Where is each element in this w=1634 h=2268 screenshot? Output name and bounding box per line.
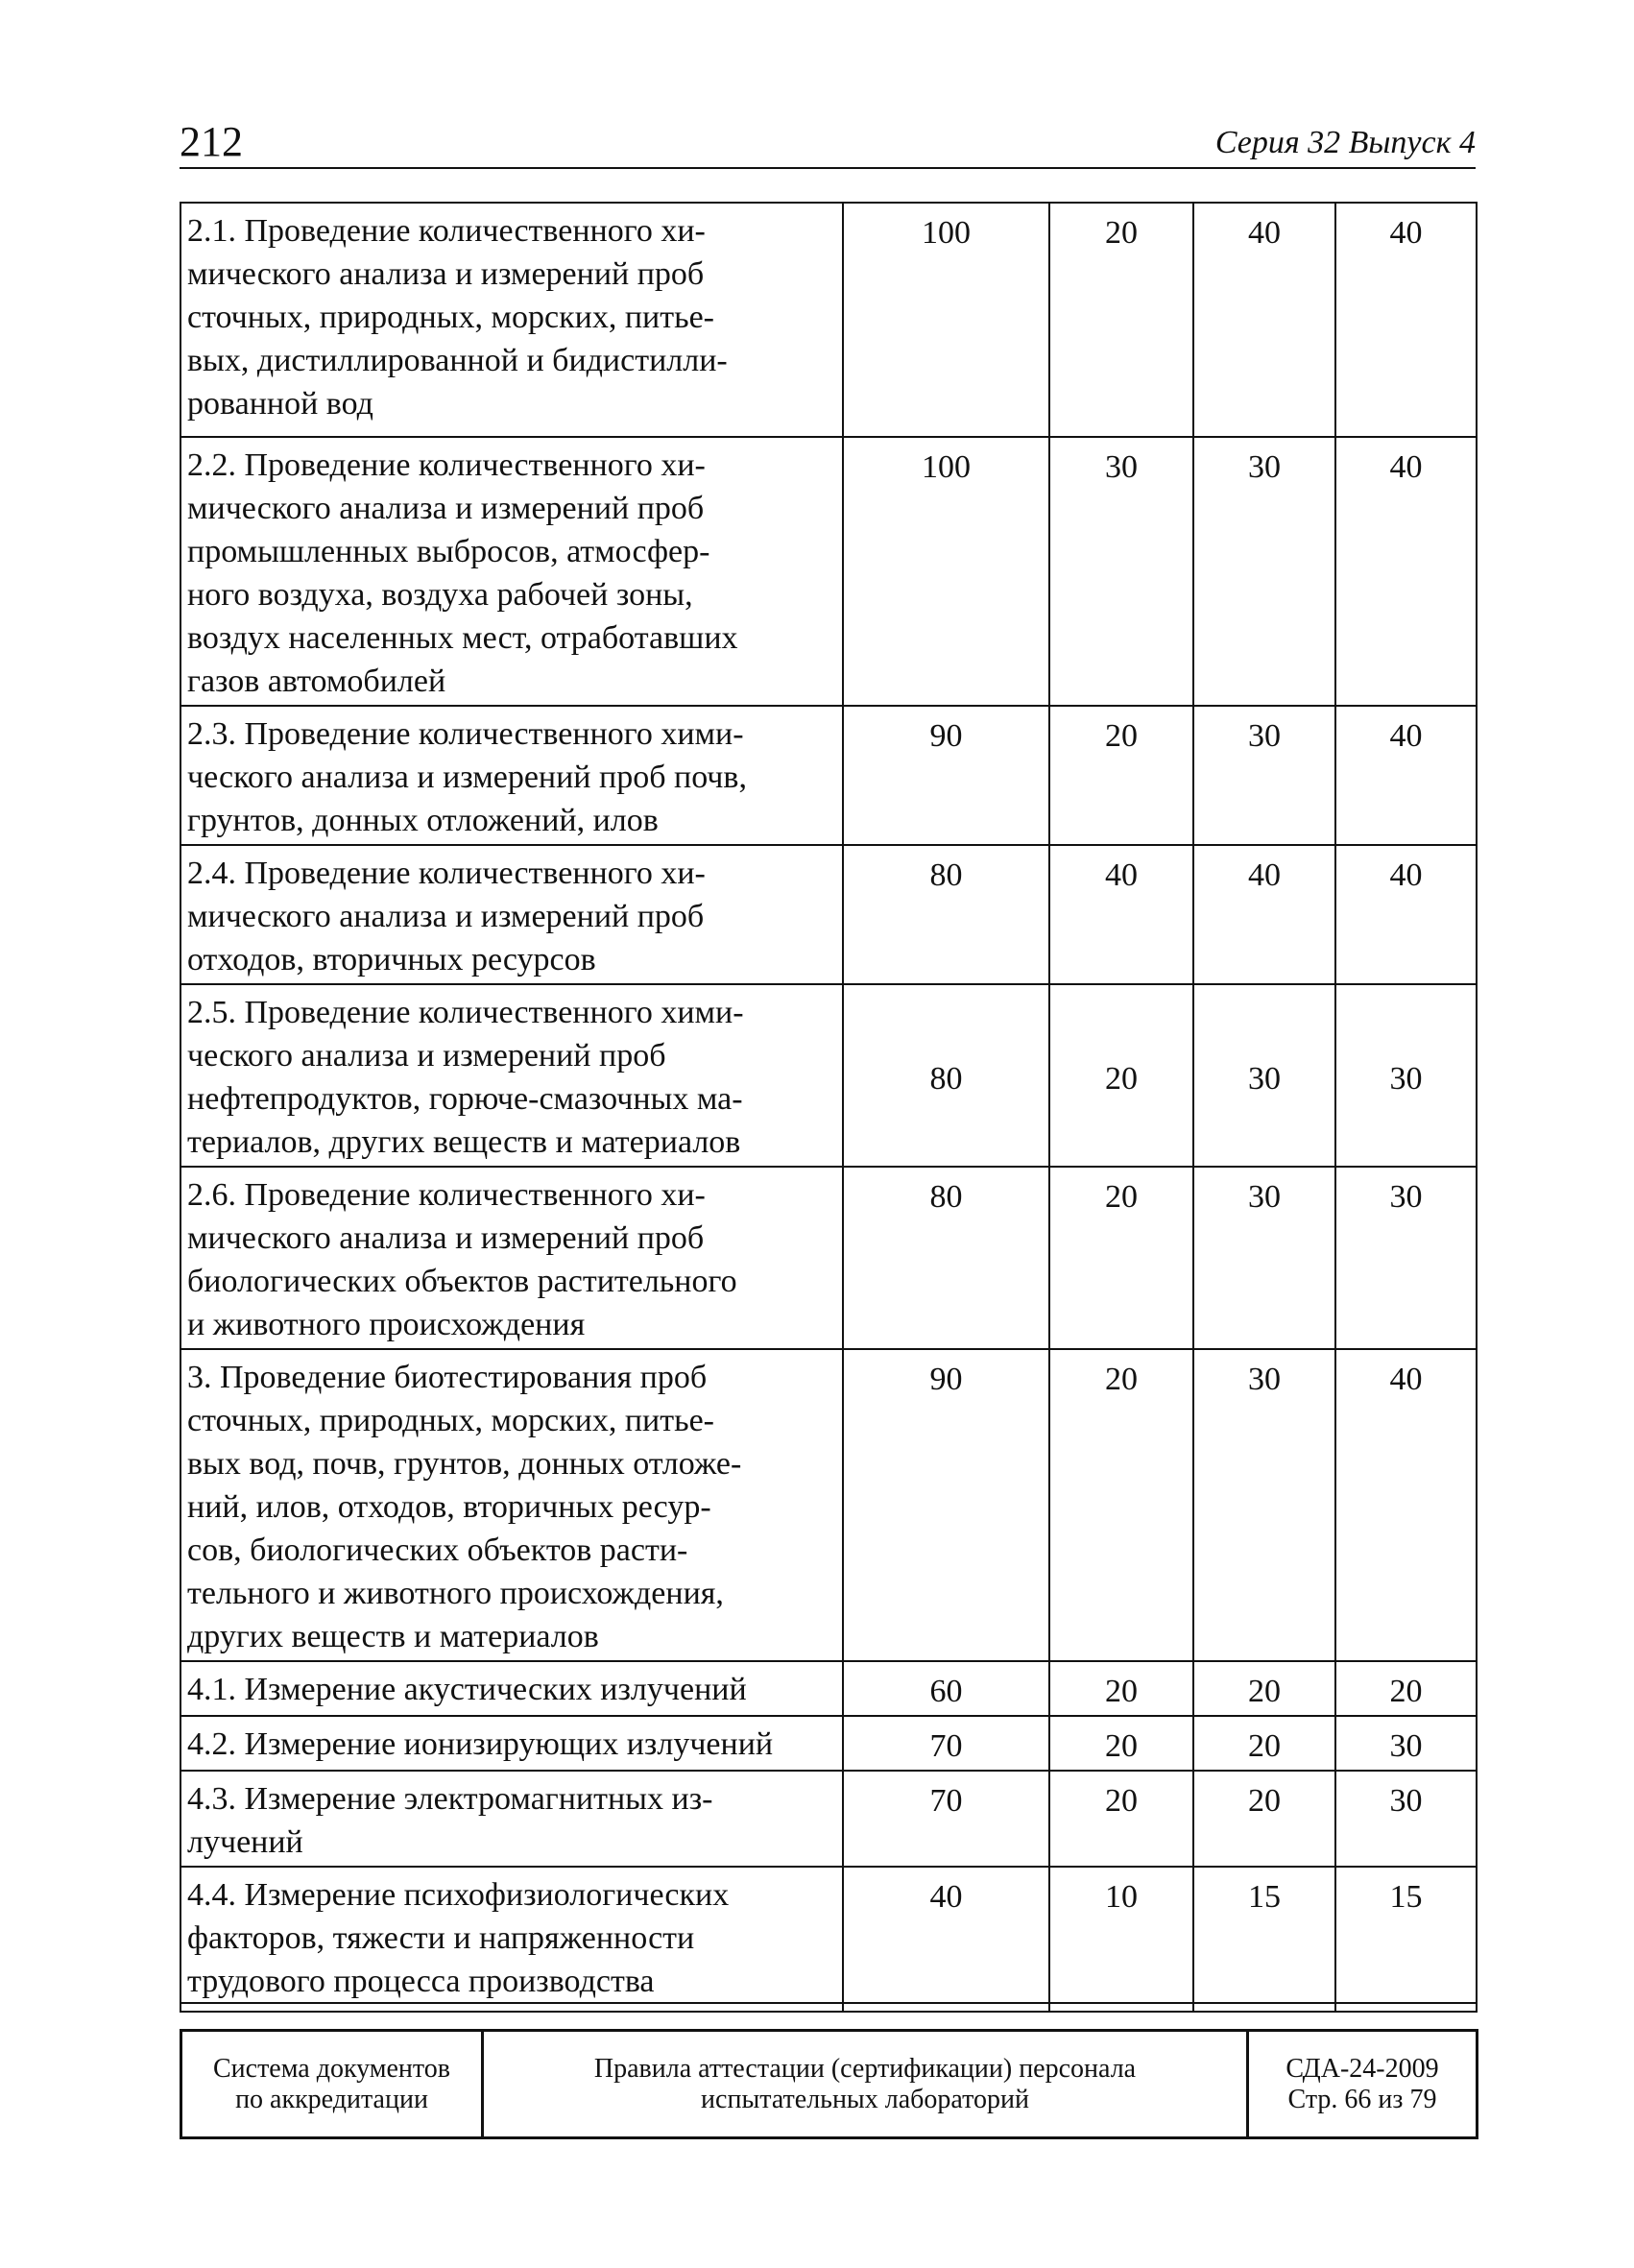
row-value-1: 90 <box>843 1349 1049 1661</box>
page-number: 212 <box>180 118 243 165</box>
row-value-2: 20 <box>1049 1661 1193 1716</box>
row-value-3: 20 <box>1193 1716 1335 1771</box>
row-description: 4.4. Измерение психофизиологических факторов, тяжести и напряженности трудового процесса производства <box>180 1867 843 2012</box>
row-description: 2.2. Проведение количественного хи- мического анализа и измерений проб промышленных выбросов, атмосфер- ного воздуха, воздуха рабочей зоны, воздух населенных мест, отработавших газов автомобилей <box>180 437 843 706</box>
row-value-1: 70 <box>843 1771 1049 1867</box>
table-row <box>180 203 1477 437</box>
row-description: 3. Проведение биотестирования проб сточных, природных, морских, питье- вых вод, почв, грунтов, донных отложе- ний, илов, отходов, вторичных ресур- сов, биологических объектов расти- тельного и животного происхождения, других веществ и материалов <box>180 1349 843 1661</box>
row-value-2: 20 <box>1049 1716 1193 1771</box>
series-title: Серия 32 Выпуск 4 <box>1214 125 1476 160</box>
row-value-1: 80 <box>843 1167 1049 1349</box>
row-description: 4.2. Измерение ионизирующих излучений <box>180 1716 843 1771</box>
row-value-4: 20 <box>1335 1661 1477 1716</box>
row-value-4: 40 <box>1335 845 1477 984</box>
row-value-3: 30 <box>1193 1167 1335 1349</box>
table-row <box>180 1661 1477 1716</box>
row-value-3: 15 <box>1193 1867 1335 2012</box>
row-value-1: 100 <box>843 203 1049 437</box>
footer-stamp <box>180 2029 1478 2139</box>
row-value-2: 20 <box>1049 1349 1193 1661</box>
header-divider <box>180 167 1476 169</box>
row-value-2: 30 <box>1049 437 1193 706</box>
row-value-1: 70 <box>843 1716 1049 1771</box>
row-description: 4.1. Измерение акустических излучений <box>180 1661 843 1716</box>
table-row <box>180 1167 1477 1349</box>
table-row <box>180 1867 1477 2012</box>
row-value-4: 40 <box>1335 203 1477 437</box>
norms-table <box>180 202 1478 2013</box>
row-value-4: 30 <box>1335 1716 1477 1771</box>
row-value-2: 20 <box>1049 1771 1193 1867</box>
row-value-2: 20 <box>1049 984 1193 1167</box>
row-value-2: 20 <box>1049 203 1193 437</box>
row-description: 2.5. Проведение количественного хими- ческого анализа и измерений проб нефтепродуктов, горюче-смазочных ма- териалов, других веществ и материалов <box>180 984 843 1167</box>
footer-divider <box>180 2002 1476 2004</box>
row-value-2: 40 <box>1049 845 1193 984</box>
row-value-4: 40 <box>1335 706 1477 845</box>
table-row <box>180 706 1477 845</box>
table-row <box>180 1771 1477 1867</box>
row-value-1: 80 <box>843 984 1049 1167</box>
footer-document-code: СДА-24-2009 Стр. 66 из 79 <box>1248 2031 1478 2138</box>
row-value-3: 30 <box>1193 1349 1335 1661</box>
row-value-4: 30 <box>1335 1771 1477 1867</box>
row-value-1: 60 <box>843 1661 1049 1716</box>
row-value-1: 80 <box>843 845 1049 984</box>
table-row <box>180 437 1477 706</box>
row-value-3: 40 <box>1193 203 1335 437</box>
row-description: 4.3. Измерение электромагнитных из- лучений <box>180 1771 843 1867</box>
row-value-3: 40 <box>1193 845 1335 984</box>
row-value-3: 20 <box>1193 1771 1335 1867</box>
table-row <box>180 1349 1477 1661</box>
row-value-4: 30 <box>1335 1167 1477 1349</box>
page-header <box>180 113 1476 163</box>
row-value-3: 30 <box>1193 706 1335 845</box>
table-row <box>180 1716 1477 1771</box>
row-value-2: 20 <box>1049 1167 1193 1349</box>
row-value-4: 15 <box>1335 1867 1477 2012</box>
row-description: 2.6. Проведение количественного хи- мического анализа и измерений проб биологических объектов растительного и животного происхождения <box>180 1167 843 1349</box>
row-description: 2.1. Проведение количественного хи- мического анализа и измерений проб сточных, природных, морских, питье- вых, дистиллированной и бидистилли- рованной вод <box>180 203 843 437</box>
footer-system-name: Система документов по аккредитации <box>181 2031 483 2138</box>
row-value-1: 100 <box>843 437 1049 706</box>
footer-document-title: Правила аттестации (сертификации) персонала испытательных лабораторий <box>483 2031 1248 2138</box>
row-value-3: 30 <box>1193 984 1335 1167</box>
table-row <box>180 845 1477 984</box>
row-value-2: 10 <box>1049 1867 1193 2012</box>
row-value-2: 20 <box>1049 706 1193 845</box>
row-value-3: 20 <box>1193 1661 1335 1716</box>
row-value-3: 30 <box>1193 437 1335 706</box>
row-description: 2.3. Проведение количественного хими- ческого анализа и измерений проб почв, грунтов, донных отложений, илов <box>180 706 843 845</box>
row-description: 2.4. Проведение количественного хи- мического анализа и измерений проб отходов, вторичных ресурсов <box>180 845 843 984</box>
row-value-4: 40 <box>1335 437 1477 706</box>
row-value-1: 40 <box>843 1867 1049 2012</box>
row-value-4: 30 <box>1335 984 1477 1167</box>
row-value-1: 90 <box>843 706 1049 845</box>
table-row <box>180 984 1477 1167</box>
row-value-4: 40 <box>1335 1349 1477 1661</box>
